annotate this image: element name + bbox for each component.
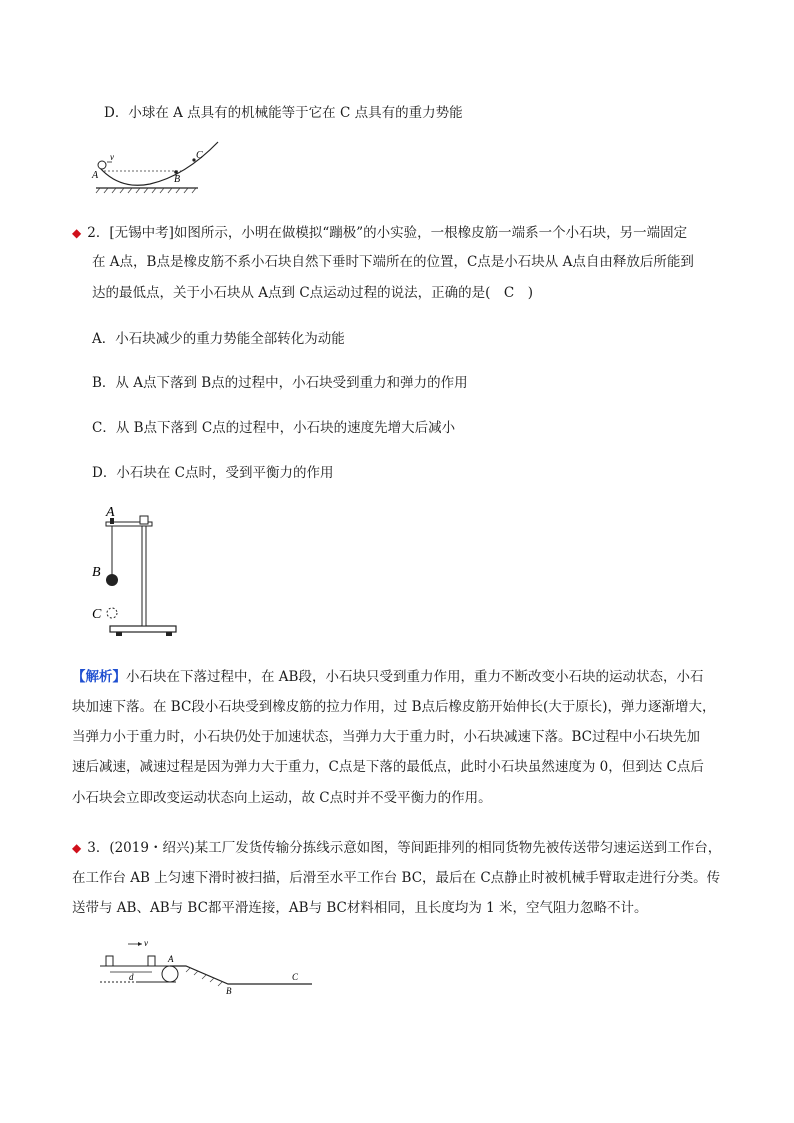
q2-option-b: B．从 A点下落到 B点的过程中，小石块受到重力和弹力的作用 bbox=[92, 375, 468, 391]
q2-label-c: C bbox=[92, 607, 102, 622]
q3-label-a: A bbox=[168, 954, 174, 964]
q1-track-figure bbox=[90, 138, 230, 198]
stone bbox=[106, 574, 118, 586]
cargo-box bbox=[148, 956, 155, 966]
q3-label-v: v bbox=[144, 938, 148, 948]
q1-option-d: D．小球在 A 点具有的机械能等于它在 C 点具有的重力势能 bbox=[104, 105, 463, 121]
analysis-line2: 块加速下落。在 BC段小石块受到橡皮筋的拉力作用，过 B点后橡皮筋开始伸长(大于原长)，弹力逐渐增大， bbox=[72, 699, 716, 715]
q1-label-b: B bbox=[174, 174, 181, 185]
ball bbox=[98, 161, 106, 169]
analysis-line1: 【解析】小石块在下落过程中，在 AB段，小石块只受到重力作用，重力不断改变小石块的运动状态，小石 bbox=[72, 669, 704, 685]
roller bbox=[162, 966, 178, 982]
analysis-line4: 速后减速，减速过程是因为弹力大于重力，C点是下落的最低点，此时小石块虽然速度为 0，但到达 C点后 bbox=[72, 759, 704, 775]
q3-label-b: B bbox=[226, 986, 232, 996]
q2-option-c: C．从 B点下落到 C点的过程中，小石块的速度先增大后减小 bbox=[92, 420, 456, 436]
q2-option-d: D．小石块在 C点时，受到平衡力的作用 bbox=[92, 465, 334, 481]
q3-stem-line2: 在工作台 AB 上匀速下滑时被扫描，后滑至水平工作台 BC，最后在 C点静止时被机械手臂取走进行分类。传 bbox=[72, 870, 721, 886]
q2-stem-line3: 达的最低点，关于小石块从 A点到 C点运动过程的说法，正确的是( C ) bbox=[92, 285, 534, 301]
analysis-line3: 当弹力小于重力时，小石块仍处于加速状态，当弹力大于重力时，小石块减速下落。BC过程中小石块先加 bbox=[72, 729, 700, 745]
q3-stem-line3: 送带与 AB、AB与 BC都平滑连接，AB与 BC材料相同，且长度均为 1 米，空气阻力忽略不计。 bbox=[72, 900, 648, 916]
q2-stem-line2: 在 A点，B点是橡皮筋不系小石块自然下垂时下端所在的位置，C点是小石块从 A点自由释放后所能到 bbox=[92, 254, 694, 270]
q3-label-c: C bbox=[292, 972, 299, 982]
q2-label-a: A bbox=[106, 506, 115, 520]
q1-label-a: A bbox=[92, 170, 99, 181]
q3-label-d: d bbox=[129, 972, 134, 982]
analysis-line5: 小石块会立即改变运动状态向上运动，故 C点时并不受平衡力的作用。 bbox=[72, 790, 492, 806]
q2-stand-figure bbox=[88, 506, 188, 641]
q2-label-b: B bbox=[92, 565, 101, 580]
q1-label-c: C bbox=[196, 150, 203, 161]
q2-stem-line1: ◆ 2．[无锡中考]如图所示，小明在做模拟“蹦极”的小实验，一根橡皮筋一端系一个小石块，另一端固定 bbox=[72, 225, 688, 241]
cargo-box bbox=[106, 956, 113, 966]
q2-marker: ◆ bbox=[72, 226, 82, 240]
q3-stem-line1: ◆ 3．(2019・绍兴)某工厂发货传输分拣线示意如图，等间距排列的相同货物先被传送带匀速运送到工作台， bbox=[72, 840, 722, 856]
q3-conveyor-figure bbox=[98, 936, 328, 996]
q1-label-v: v bbox=[110, 152, 114, 162]
q2-option-a: A．小石块减少的重力势能全部转化为动能 bbox=[92, 331, 345, 347]
analysis-tag: 【解析】 bbox=[72, 669, 126, 685]
q3-marker: ◆ bbox=[72, 841, 82, 855]
